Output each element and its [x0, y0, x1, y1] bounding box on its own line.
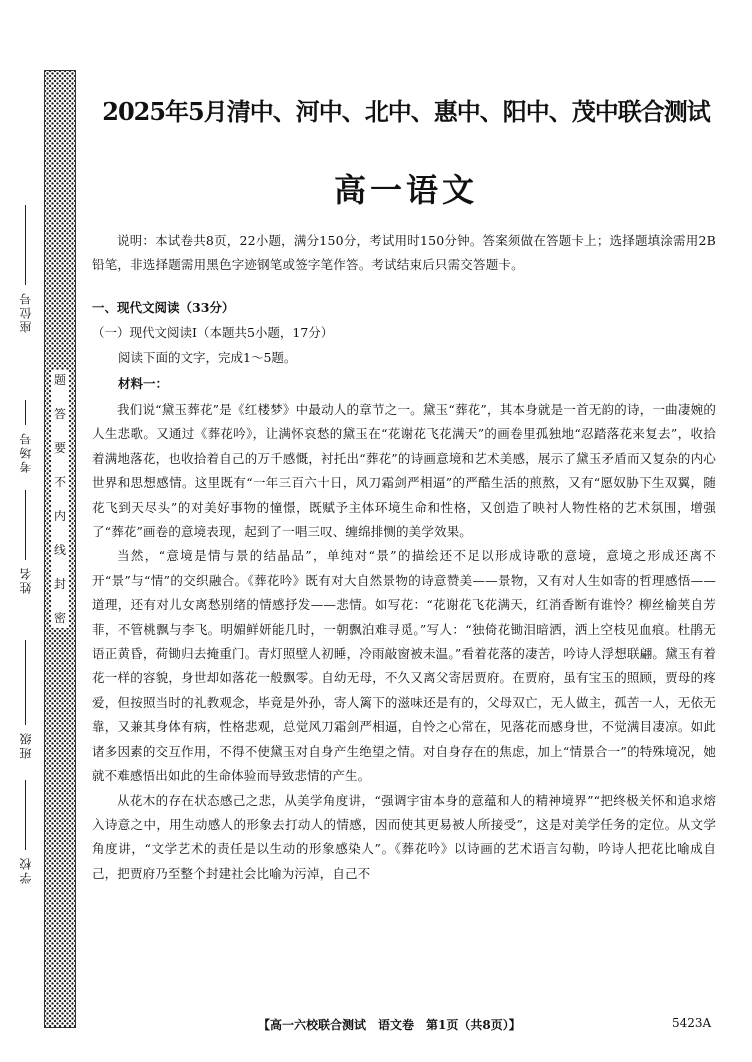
binding-notice-char: 线 — [53, 543, 66, 557]
passage — [92, 398, 716, 886]
passage-paragraph: 我们说“黛玉葬花”是《红楼梦》中最动人的章节之一。黛玉“葬花”，其本身就是一首无韵的诗，一曲凄婉的人生悲歌。又通过《葬花吟》，让满怀哀愁的黛玉在“花谢花飞花满天”的画卷里孤独地“忍踏落花来复去”，收拾着满地落花，也收拾着自己的万千感慨，衬托出“葬花”的诗画意境和艺术美感，展示了黛玉矛盾而又复杂的内心世界和思想感情。这里既有“一年三百六十日，风刀霜剑严相逼”的严酷生活的煎熬，又有“愿奴胁下生双翼，随花飞到天尽头”的对美好事物的憧憬，既赋予主体环境生命和性格，又创造了映衬人物性格的艺术氛围，增强了“葬花”画卷的意境表现，起到了一唱三叹、缠绵排恻的美学效果。 — [92, 402, 716, 540]
section-title: 一、现代文阅读（33分） — [92, 300, 235, 315]
exam-room-line[interactable] — [25, 400, 26, 425]
school-field[interactable] — [14, 780, 36, 884]
binding-notice-char: 密 — [53, 611, 66, 625]
school-label: 学校 — [18, 856, 33, 884]
footer-code: 5423A — [672, 1016, 712, 1030]
exam-room-field[interactable] — [14, 400, 36, 473]
class-field[interactable] — [14, 640, 36, 759]
school-line[interactable] — [25, 780, 26, 850]
subject-title: 高一语文 — [333, 171, 478, 209]
name-line[interactable] — [25, 490, 26, 560]
binding-notice-char: 要 — [53, 441, 66, 455]
exam-title: 2025年5月清中、河中、北中、惠中、阳中、茂中联合测试 — [102, 97, 710, 126]
page-footer — [0, 1016, 752, 1038]
class-label: 班级 — [18, 731, 33, 759]
exam-room-label: 考场号 — [18, 431, 33, 473]
exam-instructions: 说明：本试卷共8页，22小题，满分150分，考试用时150分钟。答案须做在答题卡上；选择题填涂需用2B铅笔，非选择题需用黑色字迹钢笔或签字笔作答。考试结束后只需交答题卡。 — [92, 233, 716, 272]
footer-text: 【高一六校联合测试 语文卷 第1页（共8页）】 — [258, 1018, 521, 1032]
binding-notice — [51, 370, 69, 628]
binding-notice-char: 不 — [53, 475, 66, 489]
name-field[interactable] — [14, 490, 36, 594]
binding-notice-char: 内 — [53, 509, 66, 523]
seat-number-line[interactable] — [25, 205, 26, 285]
subsection-title: （一）现代文阅读Ⅰ（本题共5小题，17分） — [92, 325, 334, 340]
passage-paragraph: 从花木的存在状态感己之悲，从美学角度讲，“强调宇宙本身的意蕴和人的精神境界”“把终极关怀和追求熔入诗意之中，用生动感人的形象去打动人的情感，因而使其更易被人所接受”，这是对美学任务的定位。从文学角度讲，“文学艺术的责任是以生动的形象感染人”。《葬花吟》以诗画的艺术语言勾勒，吟诗人把花比喻成自己，把贾府乃至整个封建社会比喻为污淖，自己不 — [92, 792, 716, 881]
passage-paragraph: 当然，“意境是情与景的结晶品”，单纯对“景”的描绘还不足以形成诗歌的意境，意境之形成还离不开“景”与“情”的交织融合。《葬花吟》既有对大自然景物的诗意赞美——景物，又有对人生如寄的哲理感悟——道理，还有对儿女离愁别绪的情感抒发——悲情。如写花：“花谢花飞花满天，红消香断有谁怜？柳丝榆荚自芳菲，不管桃飘与李飞。明媚鲜妍能几时，一朝飘泊难寻觅。”写人：“独倚花锄泪暗洒，洒上空枝见血痕。杜鹃无语正黄昏，荷锄归去掩重门。青灯照壁人初睡，冷雨敲窗被未温。”看着花落的凄苦，吟诗人浮想联翩。黛玉有着花一样的容貌，身世却如落花一般飘零。自幼无母，不久又离父寄居贾府。在贾府，虽有宝玉的照顾，贾母的疼爱，但按照当时的礼教观念，毕竟是外孙，寄人篱下的滋味还是有的，父母双亡，无人做主，孤苦一人，无依无靠，又兼其身体有病，性格悲观，总觉风刀霜剑严相逼，自怜之心常在，见落花而感身世，不觉满目凄凉。如此诸多因素的交互作用，不得不使黛玉对自身产生绝望之情。对自身存在的焦虑，加上“情景合一”的特殊境况，她就不难感悟出如此的生命体验而导致悲情的产生。 — [92, 548, 716, 784]
seat-number-label: 座位号 — [18, 291, 33, 333]
binding-notice-char: 答 — [53, 407, 66, 421]
binding-notice-char: 封 — [53, 577, 66, 591]
material-label: 材料一： — [118, 376, 169, 391]
reading-intro: 阅读下面的文字，完成1～5题。 — [118, 350, 297, 365]
class-line[interactable] — [25, 640, 26, 725]
seat-number-field[interactable] — [14, 205, 36, 333]
binding-notice-char: 题 — [53, 373, 66, 387]
name-label: 姓名 — [18, 566, 33, 594]
